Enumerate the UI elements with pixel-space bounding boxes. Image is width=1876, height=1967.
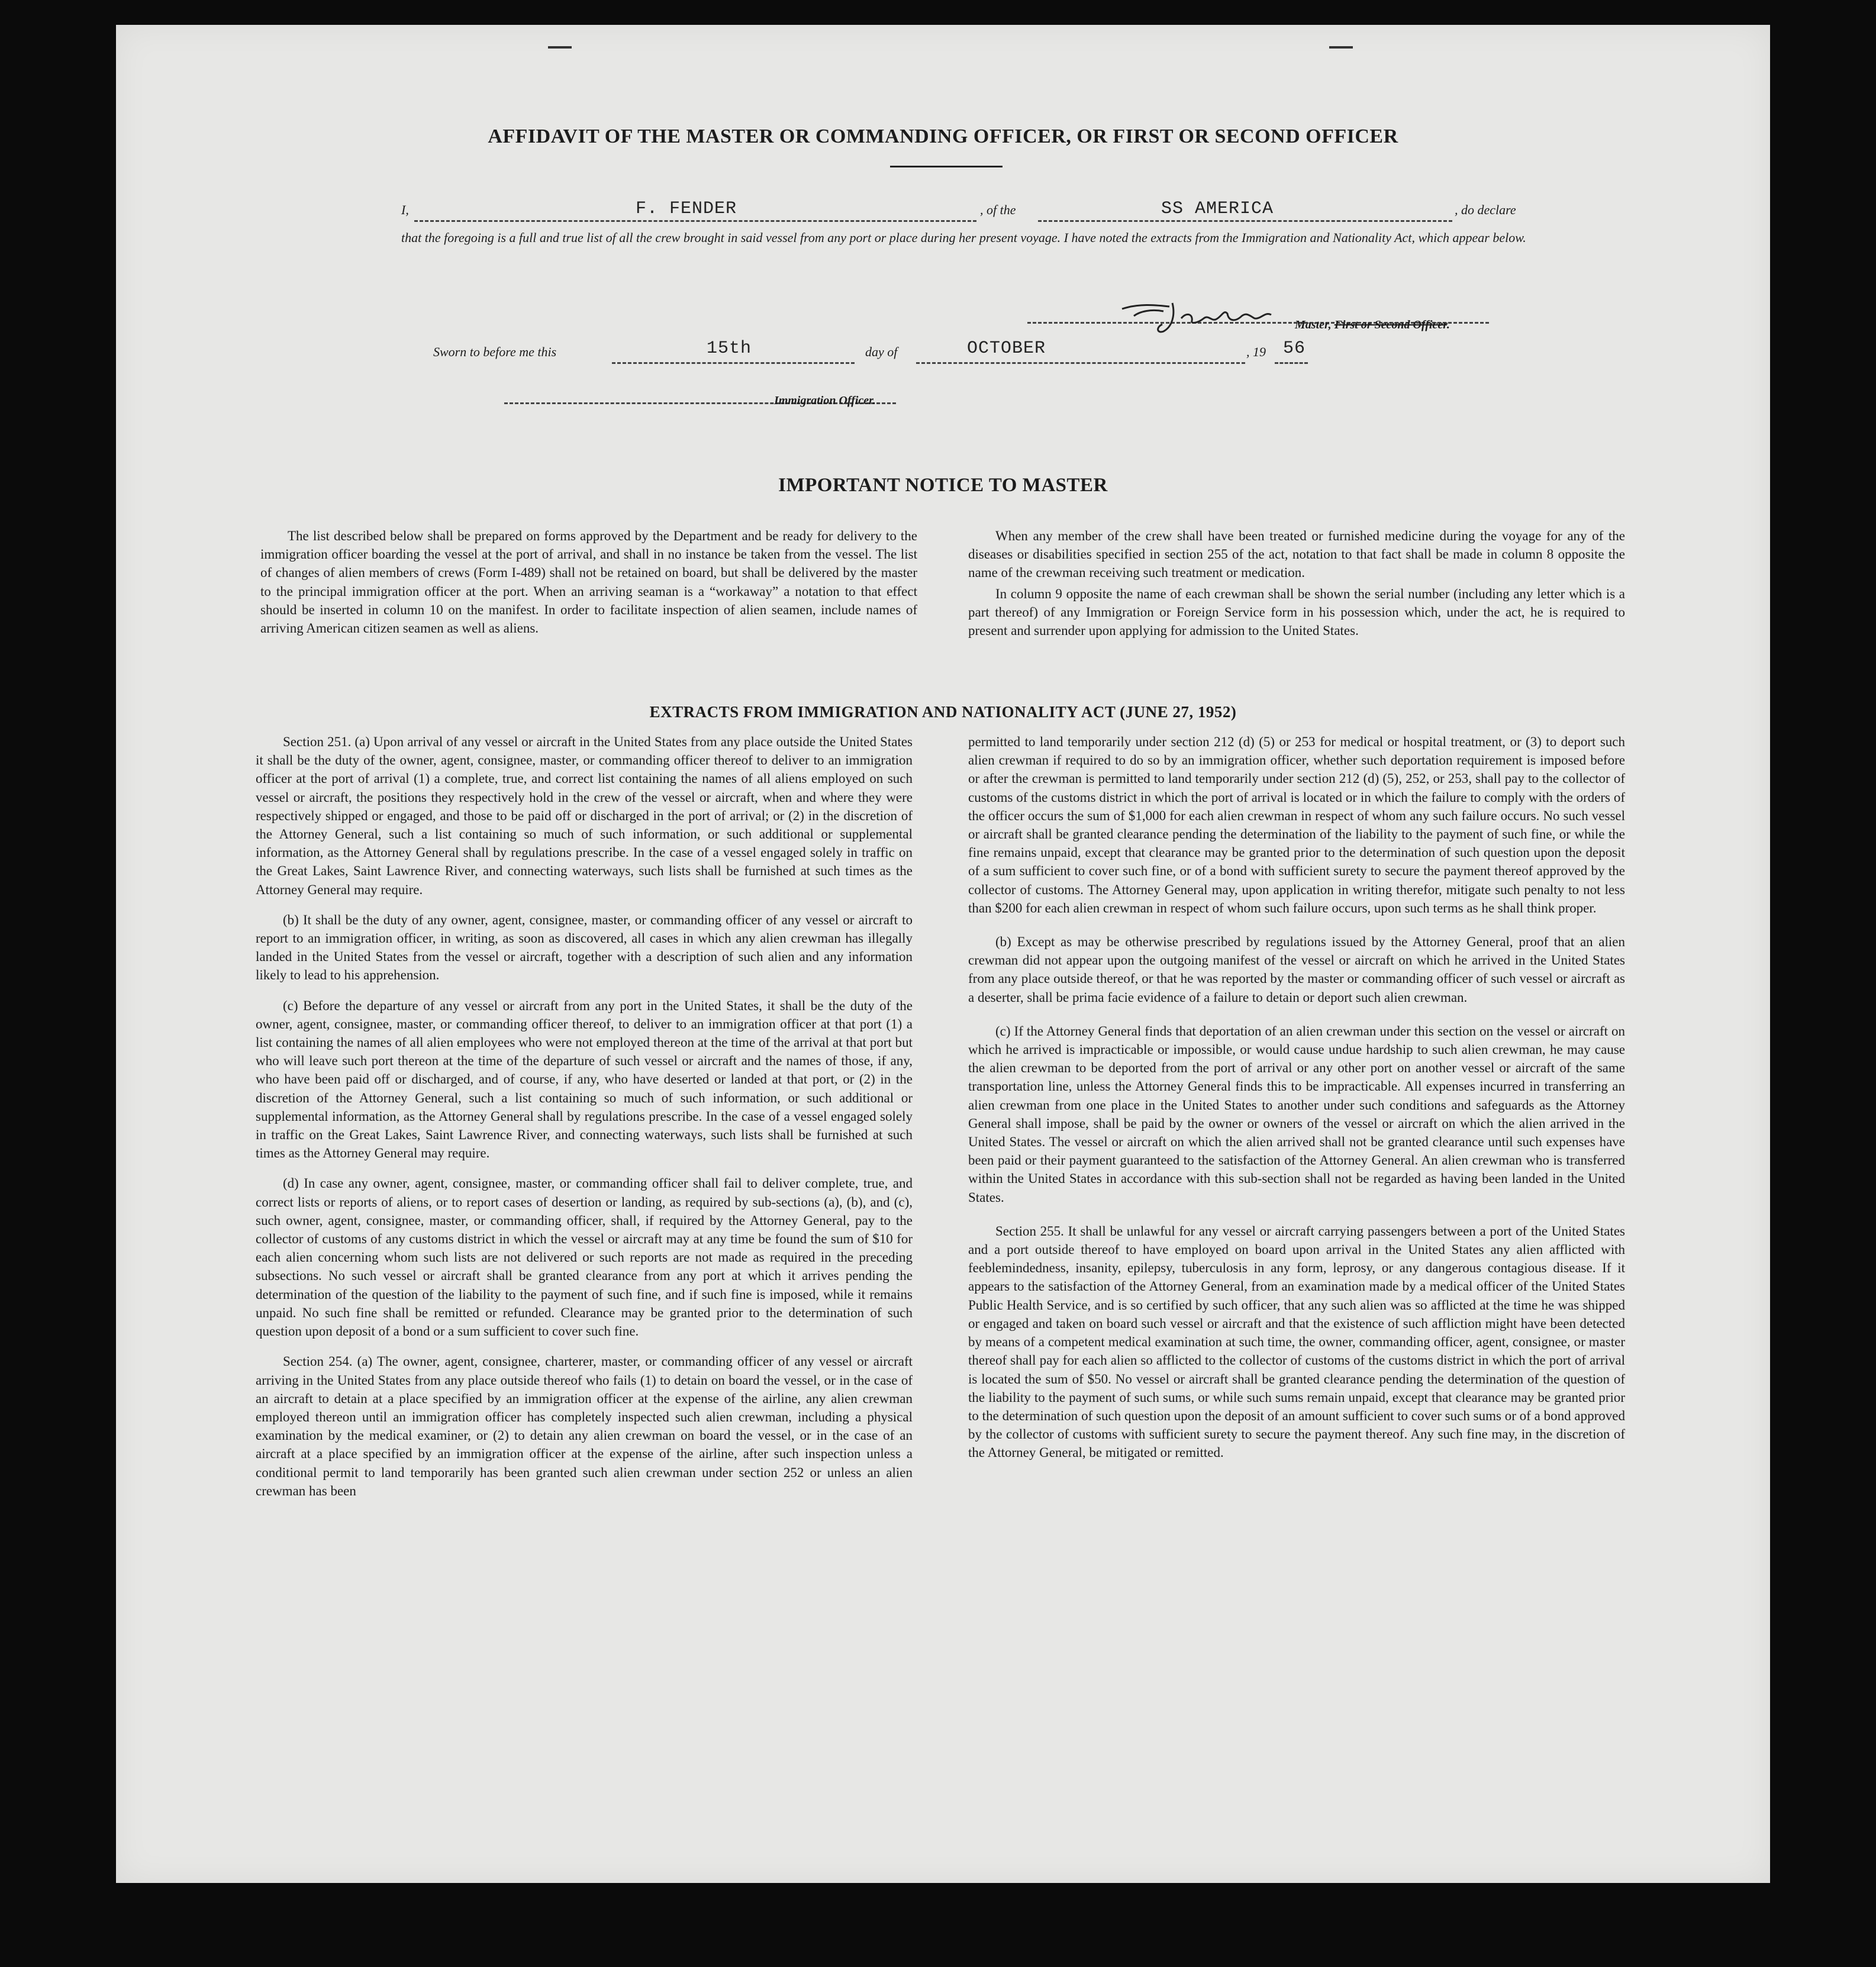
immigration-officer-label: Immigration Officer. — [774, 394, 876, 407]
extract-section-251b: (b) It shall be the duty of any owner, agent, consignee, master, or commanding officer of any vessel or aircraft to report to an immigration officer, in writing, as soon as discovered, all cases in which any alien crewman has illegally landed in the United States from the vessel or aircraft, together with a description of such alien and any information likely to lead to his apprehension. — [256, 912, 913, 983]
extract-section-251d: (d) In case any owner, agent, consignee, master, or commanding officer shall fail to deliver complete, true, and correct lists or reports of aliens, or to report cases of desertion or landing, as required by sub-sections (a), (b), and (c), such owner, agent, consignee, master, or commanding officer, shall, if required by the Attorney General, pay to the collector of customs of any customs district in which the vessel or aircraft may at any time be found the sum of $10 for each alien concerning whom such lists are not delivered or such reports are not made as required in the preceding subsections. No such vessel or aircraft shall be granted clearance from any port at which it arrives pending the determination of the question of the liability to the payment of such fine, and if such fine is imposed, while it remains unpaid. No such fine shall be remitted or refunded. Clearance may be granted prior to the determination of such question upon deposit of a bond or a sum sufficient to cover such fine. — [256, 1176, 913, 1339]
year-suffix: 56 — [1283, 338, 1306, 359]
sworn-day: 15th — [707, 338, 752, 359]
title-underline — [890, 166, 1003, 167]
extract-section-254c: (c) If the Attorney General finds that deportation of an alien crewman under this section on the vessel or aircraft on which he arrived is impracticable or impossible, or would cause undue hardship to such alien crewman, he may cause the alien crewman to be deported from the port of arrival or any other port on another vessel or aircraft of the same transportation line, unless the Attorney General finds this to be impracticable. All expenses incurred in transferring an alien crewman from one place in the United States to another under such conditions and safeguards as the Attorney General shall impose, shall be paid by the owner or owners of the vessel or aircraft on which the alien arrived in the United States. The vessel or aircraft on which the alien arrived shall not be granted clearance until such expenses have been paid or their payment guaranteed to the satisfaction of the Attorney General. An alien crewman who is transferred within the United States in accordance with this sub-section shall not be regarded as having been landed in the United States. — [968, 1023, 1625, 1205]
sworn-month: OCTOBER — [967, 338, 1046, 359]
of-the-label: , of the — [980, 202, 1016, 217]
extracts-left-column — [256, 733, 913, 1512]
notice-left-column — [260, 527, 917, 649]
extract-section-254a-cont: permitted to land temporarily under section 212 (d) (5) or 253 for medical or hospital treatment, or (3) to deport such alien crewman if required to do so by an immigration officer, whether such deportation requirement is imposed before or after the crewman is permitted to land temporarily under section 212 (d) (5), 252, or 253, shall pay to the collector of customs of the customs district in which the port of arrival is located or in which the failure to comply with the orders of the officer occurs the sum of $1,000 for each alien crewman in respect of whom any such failure occurs. No such vessel or aircraft shall be granted clearance pending the determination of the liability to the payment of such fine, or while the fine remains unpaid, except that clearance may be granted prior to the determination of such question upon the deposit of a sum sufficient to cover such fine, or of a bond with sufficient surety to secure the payment thereof approved by the collector of customs. The Attorney General may, upon application in writing therefor, mitigate such penalty to not less than $200 for each alien crewman in respect of whom such failure occurs, upon such terms as he shall think proper. — [968, 734, 1625, 915]
extract-section-254a: Section 254. (a) The owner, agent, consignee, charterer, master, or commanding officer of any vessel or aircraft arriving in the United States from any place outside thereof who fails (1) to detain on board the vessel, or in the case of an aircraft to detain at a place specified by an immigration officer at the expense of the airline, any alien crewman employed thereon until an immigration officer has completely inspected such alien crewman, including a physical examination by the medical examiner, or (2) to detain any alien crewman on board the vessel, or in the case of an aircraft at a place specified by an immigration officer at the expense of the airline, after such inspection unless a conditional permit to land temporarily has been granted such alien crewman under section 252 or unless an alien crewman has been — [256, 1354, 913, 1498]
extracts-right-column — [968, 733, 1625, 1474]
extract-section-251a: Section 251. (a) Upon arrival of any vessel or aircraft in the United States from any place outside the United States it shall be the duty of the owner, agent, consignee, master, or commanding officer thereof to deliver to an immigration officer at the port of arrival (1) a complete, true, and correct list containing the names of all aliens employed on such vessel or aircraft, the positions they respectively hold in the crew of the vessel or aircraft, when and where they were respectively shipped or engaged, and those to be paid off or discharged in the port of arrival; or (2) in the discretion of the Attorney General, such a list containing so much of such information, or such additional or supplemental information, as the Attorney General shall by regulations prescribe. In the case of a vessel engaged solely in traffic on the Great Lakes, Saint Lawrence River, and connecting waterways, such lists shall be furnished at such times as the Attorney General may require. — [256, 734, 913, 897]
i-label: I, — [401, 202, 409, 217]
signature-caption: Master, First or Second Officer. — [1295, 318, 1450, 331]
declaration-text: that the foregoing is a full and true list of all the crew brought in said vessel from any port or place during her present voyage. I have noted the extracts from the Immigration and Nationality Act, which appear below. — [401, 230, 1526, 245]
year-prefix: , 19 — [1246, 344, 1266, 359]
notice-title: IMPORTANT NOTICE TO MASTER — [778, 475, 1108, 496]
vessel-name: SS AMERICA — [1161, 199, 1274, 219]
scan-speck — [548, 46, 572, 49]
master-signature — [1116, 285, 1294, 338]
extract-section-254b: (b) Except as may be otherwise prescribed by regulations issued by the Attorney General, proof that an alien crewman did not appear upon the outgoing manifest of the vessel or aircraft on which he arrived in the United States from any place outside thereof, or that he was reported by the master or commanding officer of such vessel or aircraft as a deserter, shall be prima facie evidence of a failure to detain or deport such alien crewman. — [968, 934, 1625, 1005]
day-of-label: day of — [865, 344, 898, 359]
extract-section-251c: (c) Before the departure of any vessel or aircraft from any port in the United States, it shall be the duty of the owner, agent, consignee, master, or commanding officer thereof, to deliver to an immigration officer at that port (1) a list containing the names of all alien employees who were not employed thereon at the time of the arrival at that port but who will leave such port thereon at the time of the departure of such vessel or aircraft and the names of those, if any, who have been paid off or discharged, and of course, if any, who have deserted or landed at that port, or (2) in the discretion of the Attorney General, such a list containing so much of such information, or such additional or supplemental information, as the Attorney General shall by regulations prescribe. In the case of a vessel engaged solely in traffic on the Great Lakes, Saint Lawrence River, and connecting waterways, such lists shall be furnished at such times as the Attorney General may require. — [256, 998, 913, 1161]
affidavit-title: AFFIDAVIT OF THE MASTER OR COMMANDING OFFICER, OR FIRST OR SECOND OFFICER — [488, 125, 1398, 147]
officer-name: F. FENDER — [636, 199, 737, 219]
notice-right-paragraph-2: In column 9 opposite the name of each crewman shall be shown the serial number (including any letter which is a part thereof) of any Immigration or Foreign Service form in his possession which, under the act, he is required to present and surrender upon applying for admission to the United States. — [968, 586, 1625, 639]
document-page — [116, 25, 1770, 1883]
extract-section-255: Section 255. It shall be unlawful for any vessel or aircraft carrying passengers between a port of the United States and a port outside thereof to have employed on board upon arrival in the United States any alien afflicted with feeblemindedness, insanity, epilepsy, tuberculosis in any form, leprosy, or any dangerous contagious disease. If it appears to the satisfaction of the Attorney General, from an examination made by a medical officer of the United States Public Health Service, and is so certified by such officer, that any such alien was so afflicted at the time he was shipped or engaged and taken on board such vessel or aircraft and that the existence of such affliction might have been detected by means of a competent medical examination at such time, the owner, commanding officer, agent, consignee, or master thereof shall pay for each alien so afflicted to the collector of customs of the customs district in which the port of arrival is located the sum of $50. No vessel or aircraft shall be granted clearance pending the determination of the question of the liability to the payment of such sums, or while such sums remain unpaid, except that clearance may be granted prior to the determination of such question upon the deposit of an amount sufficient to cover such sums or of a bond approved by the collector of customs with sufficient surety to secure the payment thereof. Any such fine may, in the discretion of the Attorney General, be mitigated or remitted. — [968, 1223, 1625, 1460]
sworn-month-line — [916, 344, 1245, 364]
extracts-title: EXTRACTS FROM IMMIGRATION AND NATIONALITY ACT (JUNE 27, 1952) — [649, 703, 1237, 721]
scan-speck — [1329, 46, 1353, 49]
notice-left-paragraph: The list described below shall be prepared on forms approved by the Department and be ready for delivery to the immigration officer boarding the vessel at the port of arrival, and shall in no instance be taken from the vessel. The list of changes of alien members of crews (Form I-489) shall not be retained on board, but shall be delivered by the master to the principal immigration officer at the port. When an arriving seaman is a “workaway” a notation to that effect should be inserted in column 10 on the manifest. In order to facilitate inspection of alien seamen, include names of arriving American citizen seamen as well as aliens. — [260, 528, 917, 636]
notice-right-paragraph-1: When any member of the crew shall have been treated or furnished medicine during the voyage for any of the diseases or disabilities specified in section 255 of the act, notation to that fact shall be made in column 8 opposite the name of the crewman receiving such treatment or medication. — [968, 528, 1625, 581]
sworn-label: Sworn to before me this — [433, 344, 557, 359]
do-declare-label: , do declare — [1455, 202, 1516, 217]
notice-right-column — [968, 527, 1625, 652]
